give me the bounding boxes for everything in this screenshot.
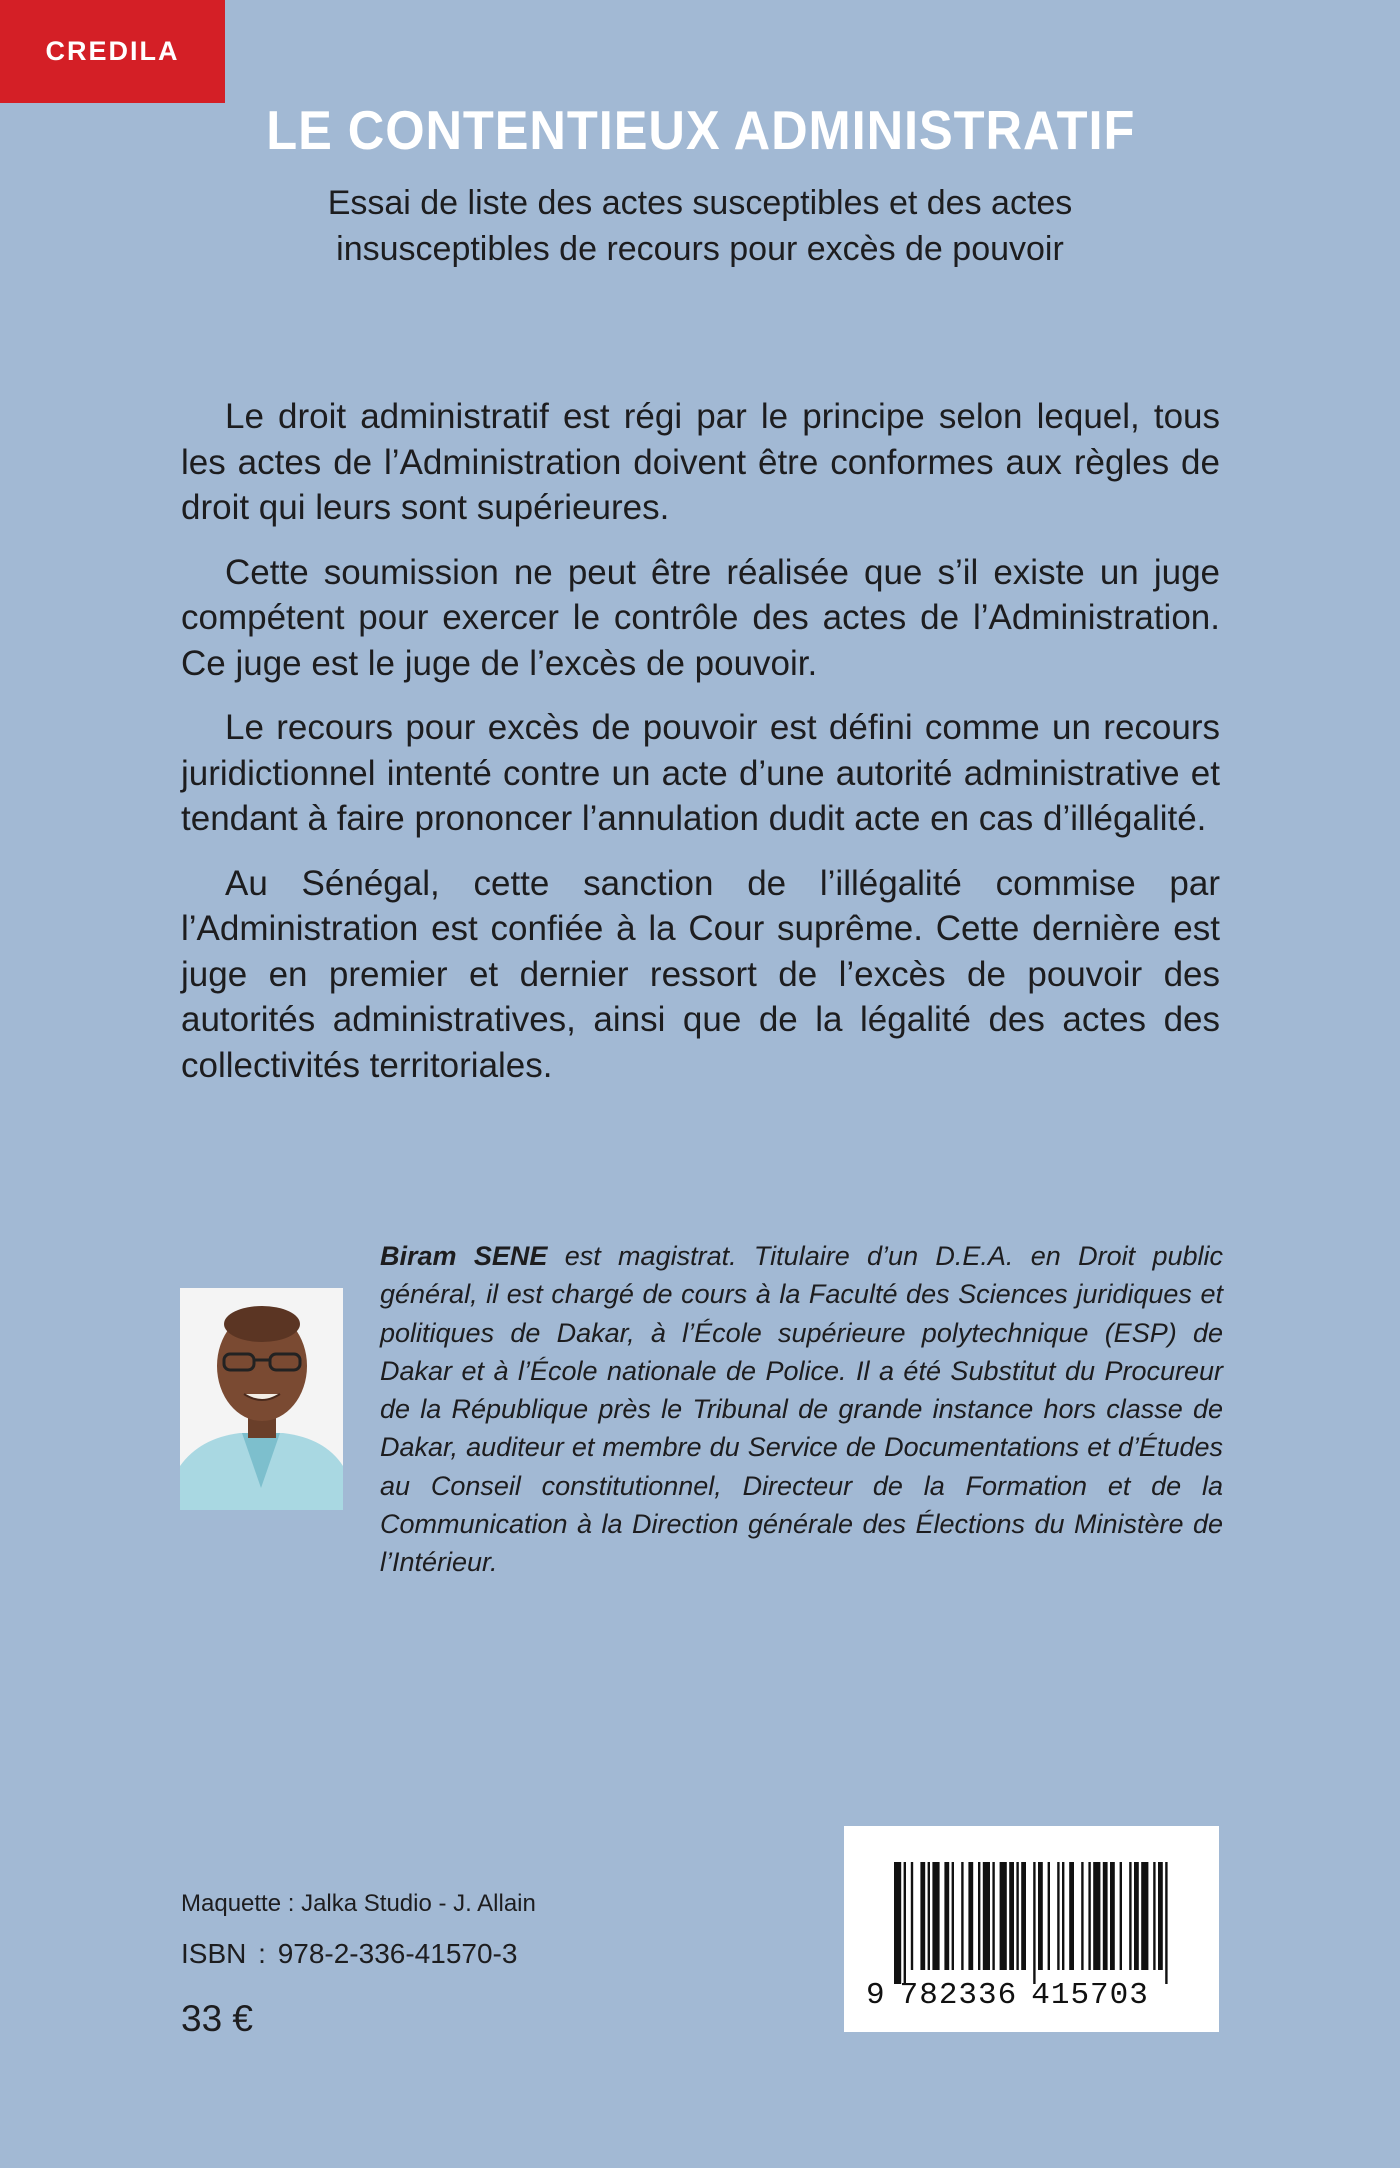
author-photo [180,1288,343,1510]
barcode-bar [944,1862,949,1970]
blurb-paragraph: Cette soumission ne peut être réalisée que s’il existe un juge compétent pour exercer le contrôle des actes de l’Administration. Ce juge est le juge de l’excès de pouvoir. [181,552,1220,683]
barcode-bar [1033,1862,1035,1984]
barcode-bar [904,1862,906,1984]
design-credits: Maquette : Jalka Studio - J. Allain [181,1890,536,1917]
barcode-bar [1069,1862,1074,1970]
barcode-bar [1165,1862,1167,1984]
subtitle-line-2: insusceptibles de recours pour excès de pouvoir [336,230,1064,268]
blurb-paragraph: Le recours pour excès de pouvoir est défini comme un recours juridictionnel intenté contre un acte d’une autorité administrative et tendant à faire prononcer l’annulation dudit acte en cas d’illégalité. [181,708,1220,838]
barcode-bar [1038,1862,1043,1970]
barcode-bar [1103,1862,1108,1970]
barcode-bar [1062,1862,1064,1970]
barcode-bar [932,1862,939,1970]
author-bio [380,1237,1223,1582]
barcode [844,1826,1219,2032]
blurb-paragraph: Au Sénégal, cette sanction de l’illégalité commise par l’Administration est confiée à la Cour suprême. Cette dernière est juge en premier et dernier ressort de l’excès de pouvoir des autorités administratives, ainsi que de la légalité des actes des collectivités territoriales. [181,863,1220,1085]
barcode-left-digits: 782336 [899,1978,1018,2013]
barcode-bar [968,1862,973,1970]
barcode-bar [1016,1862,1018,1970]
publisher-name: CREDILA [45,36,180,66]
author-portrait-illustration [180,1288,343,1510]
barcode-bar [1048,1862,1050,1970]
barcode-bar [1093,1862,1100,1970]
barcode-bar [961,1862,963,1970]
barcode-first-digit: 9 [866,1978,886,2013]
barcode-bar [992,1862,994,1970]
barcode-bar [928,1862,930,1970]
isbn: ISBN : 978-2-336-41570-3 [181,1938,518,1969]
barcode-bar [920,1862,925,1970]
barcode-bar [1141,1862,1148,1970]
barcode-bar [1120,1862,1122,1970]
barcode-bar [1081,1862,1083,1970]
barcode-bar [1158,1862,1163,1970]
blurb-paragraph: Le droit administratif est régi par le principe selon lequel, tous les actes de l’Administration doivent être conformes aux règles de droit qui leurs sont supérieures. [181,397,1220,527]
author-bio-text: est magistrat. Titulaire d’un D.E.A. en Droit public général, il est chargé de cours à la Faculté des Sciences juridiques et politiques de Dakar, à l’École supérieure polytechnique (ESP) de Dakar et à l’École nationale de Police. Il a été Substitut du Procureur de la République près le Tribunal de grande instance hors classe de Dakar, auditeur et membre du Service de Documentations et d’Études au Conseil constitutionnel, Directeur de la Formation et de la Communication à la Direction générale des Élections du Ministère de l’Intérieur. [380,1241,1223,1578]
barcode-bar [1000,1862,1007,1970]
barcode-digits [866,1978,1206,2013]
barcode-bar [911,1862,913,1970]
barcode-bar [983,1862,990,1970]
barcode-right-digits: 415703 [1031,1978,1149,2013]
barcode-bar [1134,1862,1139,1970]
barcode-bar [1129,1862,1131,1970]
barcode-bar [1057,1862,1059,1970]
subtitle-line-1: Essai de liste des actes susceptibles et des actes [327,184,1073,222]
barcode-bar [1110,1862,1115,1970]
price: 33 € [181,1998,254,2039]
barcode-bar [1153,1862,1155,1970]
blurb [181,394,1220,1107]
author-name: Biram SENE [380,1241,548,1271]
barcode-bar [1088,1862,1090,1970]
book-subtitle [200,180,1200,272]
barcode-bar [952,1862,954,1970]
publisher-logo [0,0,225,103]
barcode-bar [1021,1862,1026,1970]
barcode-bar [894,1862,901,1984]
barcode-bar [978,1862,980,1970]
book-title: LE CONTENTIEUX ADMINISTRATIF [266,99,1136,161]
barcode-bar [1009,1862,1014,1970]
